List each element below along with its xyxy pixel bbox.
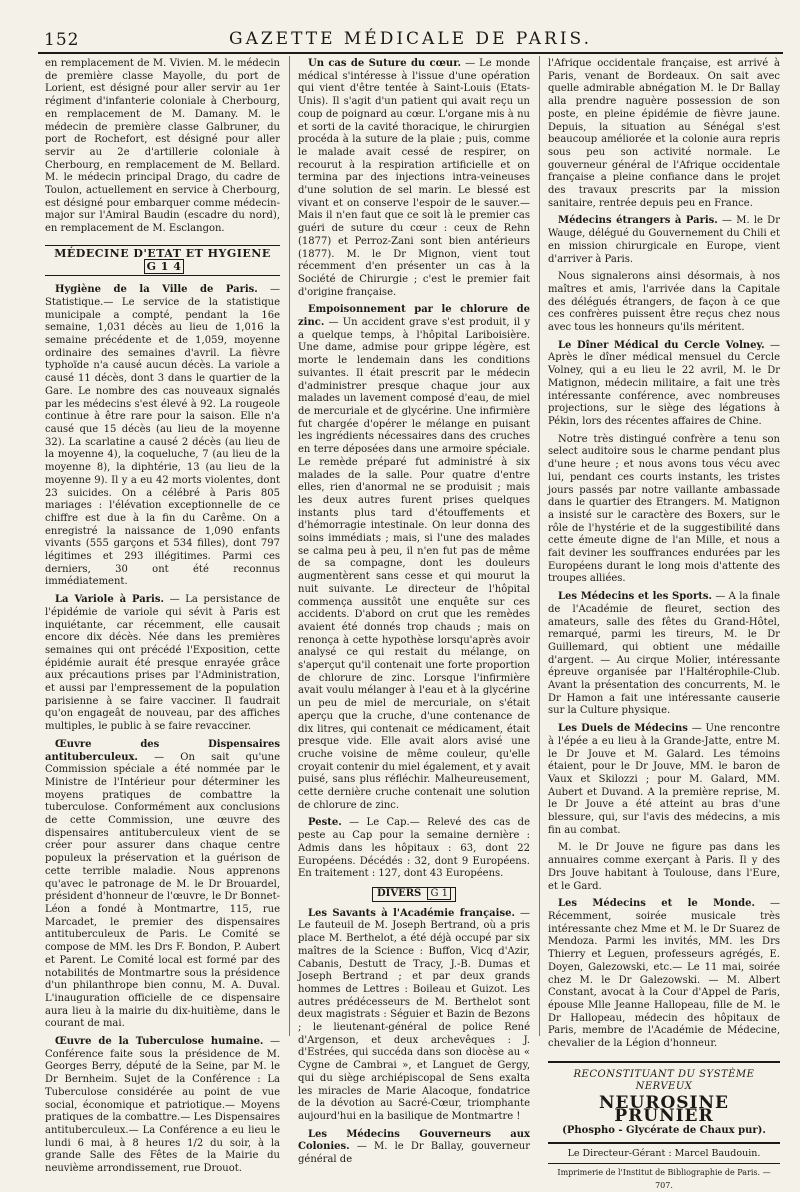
page-header xyxy=(38,22,783,54)
section-title: MÉDECINE D'ETAT ET HYGIENE xyxy=(54,246,271,260)
article-title: Les Médecins et les Sports. xyxy=(558,591,712,603)
journal-title: GAZETTE MÉDICALE DE PARIS. xyxy=(229,29,592,49)
section-heading xyxy=(45,245,280,276)
article-text: — M. le Dr Wauge, délégué du Gouvernement du Chili et en mission chirurgicale en Europe, vient d'arriver à Paris. xyxy=(548,215,780,265)
article-text: — M. le Dr Ballay, gouverneur général de xyxy=(298,1141,530,1166)
article-sports xyxy=(548,591,780,718)
ad-product-name: NEUROSINE PRUNIER xyxy=(599,1093,729,1126)
article-variole xyxy=(45,594,280,734)
article-etrangers xyxy=(548,215,780,266)
article-hygiene xyxy=(45,284,280,589)
column-rule xyxy=(539,56,540,1036)
article-title: Les Duels de Médecins xyxy=(558,723,688,735)
article-monde xyxy=(548,898,780,1050)
intro-paragraph: en remplacement de M. Vivien. M. le médecin de première classe Mayolle, du port de Lorient, est désigné pour aller servir au 1er régiment d'infanterie coloniale à Cherbourg, en remplacement de M. Damany. M. le médecin de première classe Galbruner, du port de Rochefort, est désigné pour aller servir au 2e d'artillerie coloniale à Cherbourg, en remplacement de M. Bellard. M. le médecin principal Drago, du cadre de Toulon, actuellement en service à Cherbourg, est désigné pour embarquer comme médecin-major sur l'Amiral Baudin (escadre du nord), en remplacement de M. Esclangon. xyxy=(45,58,280,235)
article-text: — Après le dîner médical mensuel du Cercle Volney, qui a eu lieu le 22 avril, M. le Dr Matignon, médecin militaire, a fait une très intéressante conférence, avec nombreuses projections, sur le siège des légations à Pékin, lors des récentes affaires de Chine. xyxy=(548,339,780,427)
article-volney xyxy=(548,340,780,429)
article-title: Médecins étrangers à Paris. xyxy=(558,215,718,227)
column-right xyxy=(548,58,780,1190)
page-number: 152 xyxy=(44,30,80,50)
article-peste xyxy=(298,817,530,881)
continuation-paragraph: l'Afrique occidentale française, est arrivé à Paris, venant de Bordeaux. On sait avec quelle admirable abnégation M. le Dr Ballay alla prendre naguère possession de son poste, en pleine épidémie de fièvre jaune. Depuis, la situation au Sénégal s'est beaucoup améliorée et la colonie aura repris sous peu son activité normale. Le gouverneur général de l'Afrique occidentale française a pleine confiance dans le projet des travaux prescrits par la mission sanitaire, rentrée depuis peu en France. xyxy=(548,58,780,209)
article-duels-cont: M. le Dr Jouve ne figure pas dans les annuaires comme exerçant à Paris. Il y des Drs Jouve habitant à Toulouse, dans l'Eure, et le Gard. xyxy=(548,842,780,892)
article-title: Empoisonnement par le chlorure de zinc. xyxy=(298,304,530,329)
divers-heading xyxy=(298,887,530,902)
column-rule xyxy=(289,56,290,1036)
article-volney-cont: Notre très distingué confrère a tenu son select auditoire sous le charme pendant plus d'une heure ; et nous avons tous vécu avec lui, pendant ces courts instants, les tristes jours passés par notre vaillante ambassade dans le quartier des Etrangers. M. Matignon a insisté sur le caractère des Boxers, sur le rôle de l'hystérie et de la suggestibilité dans cette émeute digne de l'an Mille, et nous a fait deviner les souffrances endurées par les Européens durant le long mois d'attente des troupes alliées. xyxy=(548,433,780,585)
article-duels xyxy=(548,723,780,837)
article-title: Les Médecins et le Monde. xyxy=(558,898,755,910)
article-text: — Le Cap.— Relevé des cas de peste au Cap pour la semaine dernière : Admis dans les hôpitaux : 63, dont 22 Européens. Décédés : 32, dont 9 Européens. En traitement : 127, dont 43 Européens. xyxy=(298,817,530,880)
article-etrangers-cont: Nous signalerons ainsi désormais, à nos maîtres et amis, l'arrivée dans la Capitale des délégués étrangers, de façon à ce que ces confrères puissent être reçus chez nous avec tous les honneurs qu'ils méritent. xyxy=(548,271,780,334)
article-text: — Le fauteuil de M. Joseph Bertrand, où a pris place M. Berthelot, a été déjà occupé par six maîtres de la Science : Buffon, Vicq d'Azir, Cabanis, Destutt de Tracy, J.-B. Dumas et Joseph Bertrand ; et par deux grands hommes de Lettres : Boileau et Guizot. Les autres prédécesseurs de M. Berthelot sont deux magistrats : Séguier et Bazin de Bezons ; le lieutenant-général de police René d'Argenson, et deux archevêques : J. d'Estrées, qui succéda dans son diocèse au « Cygne de Cambrai », et Languet de Gergy, qui du siège archiépiscopal de Sens exalta les miracles de Marie Alacoque, fondatrice de la dévotion au Sacré-Cœur, triomphante aujourd'hui en la basilique de Montmartre ! xyxy=(298,907,531,1122)
article-text: — Un accident grave s'est produit, il y a quelque temps, à l'hôpital Lariboisière. Une dame, admise pour grippe légère, est morte le lendemain dans les conditions suivantes. Il était prescrit par le médecin d'administrer presque chaque jour aux malades un lavement composé d'eau, de miel de mercuriale et de glycérine. Une infirmière fut chargée d'opérer le mélange en puisant les ingrédients nécessaires dans des cruches en terre déposées dans une armoire spéciale. Le remède préparé fut administré à six malades de la salle. Pour quatre d'entre elles, rien d'anormal ne se produisit ; mais les deux autres furent prises quelques instants plus tard d'étouffements et d'hémorragie intestinale. On leur donna des soins immédiats ; mais, si l'une des malades se calma peu à peu, il n'en fut pas de même de sa compagne, dont les douleurs augmentèrent sans cesse et qui mourut la nuit suivante. Le directeur de l'hôpital commença aussitôt une enquête sur ces accidents. D'abord on crut que les remèdes avaient été donnés trop chauds ; mais on renonça à cette hypothèse lorsqu'après avoir analysé ce qui restait du mélange, on s'aperçut qu'il contenait une forte proportion de chlorure de zinc. Lorsque l'infirmière avait voulu mélanger à l'eau et à la glycérine un peu de miel de mercuriale, on s'était aperçu que la cruche, d'une contenance de dix litres, qui contenait ce médicament, était presque vide. Elle avait alors avisé une cruche voisine de même couleur, qu'elle croyait contenir du miel également, et y avait puisé, sans plus réfléchir. Malheureusement, cette dernière cruche contenait une solution de chlorure de zinc. xyxy=(298,317,531,811)
article-text: — Récemment, soirée musicale très intéressante chez Mme et M. le Dr Suarez de Mendoza. Parmi les invités, MM. les Drs Thierry et Leguen, professeurs agrégés, E. Doyen, Galezowski, etc.— Le 11 mai, soirée chez M. le Dr Galezowski. — M. Albert Constant, avocat à la Cour d'Appel de Paris, épouse Mlle Jeanne Hallopeau, fille de M. le Dr Hallopeau, médecin des hôpitaux de Paris, membre de l'Académie de Médecine, chevalier de la Légion d'honneur. xyxy=(548,898,780,1050)
article-text: — A la finale de l'Académie de fleuret, section des amateurs, salle des fêtes du Grand-Hôtel, remarqué, parmi les tireurs, M. le Dr Guillemard, qui obtient une médaille d'argent. — Au cirque Molier, intéressante épreuve organisée par l'Haltérophile-Club. Avant la présentation des concurrents, M. le Dr Hamon a fait une intéressante causerie sur la Culture physique. xyxy=(548,591,780,717)
article-text: — Conférence faite sous la présidence de M. Georges Berry, député de la Seine, par M. le Dr Bernheim. Sujet de la Conférence : La Tuberculose considérée au point de vue social, économique et patriotique.— Moyens pratiques de la combattre.— Les Dispensaires antituberculeux.— La Conférence a eu lieu le lundi 6 mai, à 8 heures 1/2 du soir, à la grande Salle des Fêtes de la Mairie du neuvième arrondissement, rue Drouot. xyxy=(45,1036,280,1175)
article-title: La Variole à Paris. xyxy=(55,594,164,606)
director-line: Le Directeur-Gérant : Marcel Baudouin. xyxy=(567,1148,761,1160)
article-empoisonnement xyxy=(298,304,530,812)
article-text: — On sait qu'une Commission spéciale a été nommée par le Ministre de l'Intérieur pour déterminer les moyens pratiques de combattre la tuberculose. Conformément aux conclusions de cette Commission, une œuvre des dispensaires antituberculeux vient de se créer pour assurer dans chaque centre populeux la préservation et la guérison de cette terrible maladie. Nous apprenons qu'avec le patronage de M. le Dr Brouardel, président d'honneur de l'œuvre, le Dr Bonnet-Léon a fondé à Montmartre, 115, rue Marcadet, le premier des dispensaires antituberculeux de Paris. Le Comité se compose de MM. les Drs F. Bondon, P. Aubert et Parent. Le Comité local est formé par des notabilités de Montmartre sous la présidence d'un philanthrope bien connu, M. A. Duval. L'inauguration officielle de ce dispensaire aura lieu à la mairie du dix-huitième, dans le courant de mai. xyxy=(45,751,280,1030)
divers-box xyxy=(372,887,456,902)
article-title: Les Savants à l'Académie française. xyxy=(308,907,515,919)
article-savants xyxy=(298,908,530,1124)
article-suture xyxy=(298,58,530,299)
article-title: Peste. xyxy=(308,817,342,829)
article-text: — Une rencontre à l'épée a eu lieu à la Grande-Jatte, entre M. le Dr Jouve et M. Galard. Les témoins étaient, pour le Dr Jouve, MM. le baron de Vaux et Skilozzi ; pour M. Galard, MM. Aubert et Duvand. A la première reprise, M. le Dr Jouve a été atteint au bras d'une blessure, qui, sur l'avis des médecins, a mis fin au combat. xyxy=(548,723,780,836)
article-title: Hygiène de la Ville de Paris. xyxy=(55,284,258,296)
article-text: — Statistique.— Le service de la statistique municipale a compté, pendant la 16e semaine, 1,031 décès au lieu de 1,016 la semaine précédente et de 1,059, moyenne ordinaire des semaines d'avril. La fièvre typhoïde n'a causé aucun décès. La variole a causé 11 décès, dont 3 dans le quartier de la Gare. Le nombre des cas nouveaux signalés par les médecins s'est élevé à 92. La rougeole continue à être rare pour la saison. Elle n'a causé que 15 décès (au lieu de la moyenne 32). La scarlatine a causé 2 décès (au lieu de la moyenne 4), la coqueluche, 7 (au lieu de la moyenne 8), la diphtérie, 13 (au lieu de la moyenne 9). Il y a eu 42 morts violentes, dont 23 suicides. On a célébré à Paris 805 mariages : l'élévation exceptionnelle de ce chiffre est due à la fin du Carême. On a enregistré la naissance de 1,090 enfants vivants (555 garçons et 534 filles), dont 797 légitimes et 293 illégitimes. Parmi ces derniers, 30 ont été reconnus immédiatement. xyxy=(45,284,280,588)
article-tuberculose xyxy=(45,1036,280,1176)
ad-subtitle: (Phospho - Glycérate de Chaux pur). xyxy=(562,1124,766,1136)
article-title: Œuvre de la Tuberculose humaine. xyxy=(55,1036,264,1048)
printer-line: Imprimerie de l'Institut de Bibliographie de Paris. — 707. xyxy=(548,1163,780,1192)
section-code: G 1 xyxy=(427,887,451,900)
article-text: — La persistance de l'épidémie de variole qui sévit à Paris est inquiétante, car récemment, elle causait encore dix décès. Née dans les premières semaines qui ont précédé l'Exposition, cette épidémie aurait été presque enrayée grâce aux précautions prises par l'Administration, et aussi par l'empressement de la population parisienne à se faire vacciner. Il faudrait qu'on engageât de nouveau, par des affiches multiples, le public à se faire revacciner. xyxy=(45,594,280,733)
section-title: DIVERS xyxy=(377,888,422,899)
article-text: — Le monde médical s'intéresse à l'issue d'une opération qui vient d'être tentée à Saint-Louis (Etats-Unis). Il s'agit d'un patient qui avait reçu un coup de poignard au cœur. L'organe mis à nu et sorti de la cavité thoracique, le chirurgien procéda à la suture de la plaie ; puis, comme le malade avait cessé de respirer, on recourut à la respiration artificielle et on termina par des injections intra-veineuses d'une solution de sel marin. Le blessé est vivant et on conserve l'espoir de le sauver.— Mais il n'en faut que ce soit là le premier cas guéri de suture du cœur : ceux de Rehn (1877) et Perroz-Zani sont bien antérieurs (1877). M. le Dr Mignon, vient tout récemment d'en présenter un cas à la Société de Chirurgie ; c'est le premier fait d'origine française. xyxy=(298,58,530,298)
advertisement xyxy=(548,1061,780,1145)
article-title: Un cas de Suture du cœur. xyxy=(308,58,462,69)
article-dispensaires xyxy=(45,739,280,1031)
ad-tagline: RECONSTITUANT DU SYSTÈME NERVEUX xyxy=(573,1068,755,1093)
column-left xyxy=(45,58,280,1175)
article-title: Œuvre des Dispensaires antituberculeux. xyxy=(45,738,280,763)
column-middle xyxy=(298,58,531,1166)
article-title: Le Dîner Médical du Cercle Volney. xyxy=(558,339,765,351)
article-gouverneurs xyxy=(298,1129,530,1167)
article-title: Les Médecins Gouverneurs aux Colonies. xyxy=(298,1128,530,1153)
section-code: G 1 4 xyxy=(144,259,185,274)
